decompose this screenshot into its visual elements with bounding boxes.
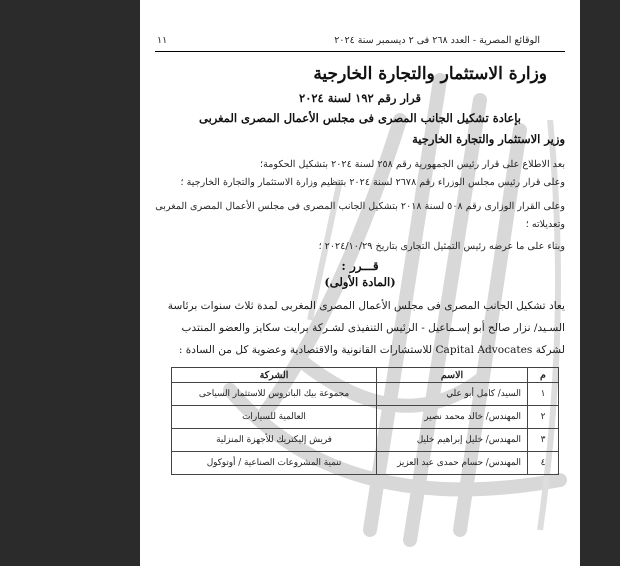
members-table (171, 367, 559, 475)
row-number: ٣ (528, 429, 559, 452)
preamble-4: وبناء على ما عرضه رئيس التمثيل التجارى بتاريخ ٢٠٢٤/١٠/٢٩ ؛ (318, 241, 565, 252)
member-name: المهندس/ خالد محمد نصير (377, 406, 528, 429)
col-header-number: م (528, 368, 559, 383)
preamble-1: بعد الاطلاع على قرار رئيس الجمهورية رقم ٢٥٨ لسنة ٢٠٢٤ بتشكيل الحكومة؛ (260, 159, 565, 170)
member-name: المهندس/ خليل إبراهيم خليل (377, 429, 528, 452)
table-header-row (172, 368, 559, 383)
article-title: (المادة الأولى) (324, 275, 396, 289)
table-row (172, 452, 559, 475)
table-row (172, 429, 559, 452)
table-row (172, 383, 559, 406)
member-company: العالمية للسيارات (172, 406, 377, 429)
preamble-3: وعلى القرار الوزارى رقم ٥٠٨ لسنة ٢٠١٨ بتشكيل الجانب المصرى فى مجلس الأعمال المصرى المغربى وتعديلاته ؛ (155, 201, 565, 230)
ministry-heading: وزارة الاستثمار والتجارة الخارجية (313, 64, 547, 84)
running-title: الوقائع المصرية - العدد ٢٦٨ فى ٢ ديسمبر سنة ٢٠٢٤ (334, 35, 540, 46)
member-name: السيد/ كامل أبو علي (377, 383, 528, 406)
page-number: ١١ (157, 35, 168, 46)
table-row (172, 406, 559, 429)
preamble-2: وعلى قرار رئيس مجلس الوزراء رقم ٢٦٧٨ لسنة ٢٠٢٤ بتنظيم وزارة الاستثمار والتجارة الخارجية ؛ (180, 177, 565, 188)
row-number: ١ (528, 383, 559, 406)
member-company: تنمية المشروعات الصناعية / أوتوكول (172, 452, 377, 475)
decided-heading: قـــرر : (341, 259, 379, 273)
decree-subject: بإعادة تشكيل الجانب المصرى فى مجلس الأعمال المصرى المغربى (199, 111, 521, 125)
row-number: ٢ (528, 406, 559, 429)
col-header-name: الاسم (377, 368, 528, 383)
page-content (155, 33, 565, 475)
member-name: المهندس/ حسام حمدى عبد العزيز (377, 452, 528, 475)
running-header (155, 33, 565, 52)
minister-title: وزير الاستثمار والتجارة الخارجية (412, 132, 565, 146)
row-number: ٤ (528, 452, 559, 475)
col-header-company: الشركة (172, 368, 377, 383)
article-body: يعاد تشكيل الجانب المصرى فى مجلس الأعمال المصرى المغربى لمدة ثلاث سنوات برئاسة السـيد/ نزار صالح أبو إسـماعيل - الرئيس التنفيذى لشـركة برايت سكايز والعضو المنتدب لشركة Capital Advocates للاستشارات القانونية والاقتصادية وعضوية كل من السادة : (167, 300, 565, 356)
document-page (140, 0, 580, 566)
member-company: مجموعة بيك الباتروس للاستثمار السياحى (172, 383, 377, 406)
member-company: فريش إليكتريك للأجهزة المنزلية (172, 429, 377, 452)
decree-number: قرار رقم ١٩٢ لسنة ٢٠٢٤ (299, 91, 421, 105)
